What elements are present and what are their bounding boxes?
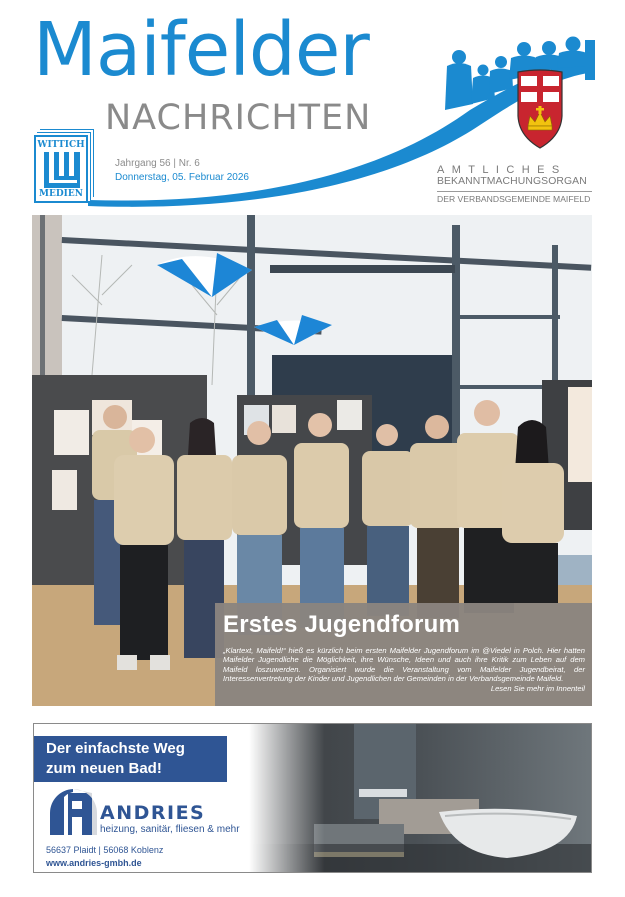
cover-story-caption [215, 603, 592, 706]
masthead-title: Maifelder [33, 7, 369, 93]
masthead-subtitle: NACHRICHTEN [105, 98, 372, 138]
read-more-link[interactable]: Lesen Sie mehr im Innenteil [490, 683, 585, 693]
cover-story-teaser-text: „Klartext, Maifeld!“ hieß es kürzlich beim ersten Maifelder Jugendforum im @Viedel in Polch. Hier hatten Maifelder Jugendliche die Möglichkeit, ihre Wünsche, Ideen und auch ihre Kritik zum Leben auf dem Maifeld loszuwerden. Organisiert wurde die Veranstaltung vom Maifelder Jugendbeirat, der Interessenvertretung der Kinder und Jugendlichen der Gemeinden in der Verbandsgemeinde Maifeld. [223, 646, 585, 684]
bathroom-photo [249, 724, 592, 873]
ad-headline-line2: zum neuen Bad! [46, 760, 162, 777]
wittich-logo-top: WITTICH [37, 140, 85, 150]
wittich-logo-bottom: MEDIEN [39, 189, 83, 199]
ad-headline [34, 736, 227, 782]
official-organ-line2: BEKANNTMACHUNGSORGAN [437, 176, 592, 192]
official-organ-line3: DER VERBANDSGEMEINDE MAIFELD [437, 194, 591, 204]
issue-number: Jahrgang 56 | Nr. 6 [115, 158, 200, 169]
cover-story-teaser [223, 646, 585, 693]
cover-photo [32, 215, 592, 706]
ad-headline-line1: Der einfachste Weg [46, 740, 185, 757]
ad-website-link[interactable]: www.andries-gmbh.de [46, 858, 142, 868]
andries-logo-icon [48, 787, 98, 837]
masthead [0, 0, 625, 210]
coat-of-arms-icon [515, 68, 565, 150]
ad-tagline: heizung, sanitär, fliesen & mehr [100, 824, 240, 835]
cover-story-headline: Erstes Jugendforum [223, 611, 460, 638]
official-organ-line1: AMTLICHES [437, 164, 567, 176]
wittich-w-icon [44, 152, 80, 188]
ad-address: 56637 Plaidt | 56068 Koblenz [46, 845, 164, 855]
wittich-medien-logo [34, 135, 88, 203]
ad-brand-name: ANDRIES [100, 802, 206, 824]
issue-date: Donnerstag, 05. Februar 2026 [115, 172, 249, 183]
andries-advertisement[interactable] [33, 723, 592, 873]
